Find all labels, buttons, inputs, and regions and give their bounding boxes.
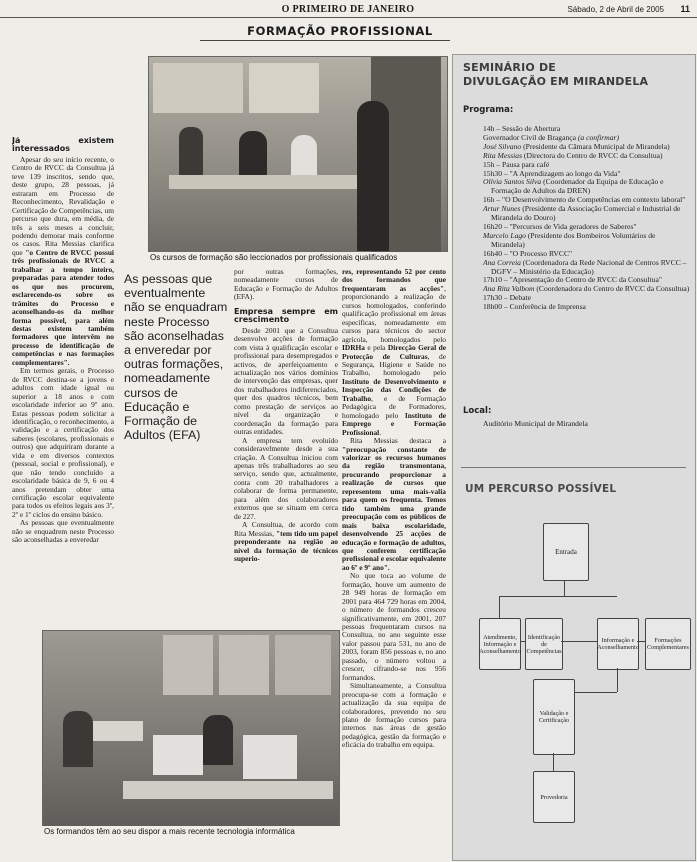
col2-paragraph-4: A Consultua, de acordo com Rita Messias, "tem tido um papel preponderante na região ao nível da formação de técnicos superio- (234, 520, 338, 563)
col3-paragraph-2: Rita Messias destaca a "preocupação constante de valorizar os recursos humanos da região transmontana, procurando proporcionar a realização de cursos que representem uma mais-valia para quem os frequenta. Temos tido também uma grande preocupação com os públicos de mais baixa escolaridade, desenvolvendo 25 acções de educação e formação de adultos, que conferem certificação profissional e escolar equivalente ao 6º e 9º ano". (342, 436, 446, 572)
col3-paragraph-3: No que toca ao volume de formação, houve um aumento de 28 949 horas de formação em 2001 para 464 729 horas em 2004, o número de formandos cresceu significativamente, em 2001, 207 pessoas frequentaram cursos na Consultua, no ano seguinte esse valor passou para 531, no ano de 2003, foram 856 pessoas e, no ano passado, o número voltou a crescer, cifrando-se nos 956 formandos. (342, 571, 446, 682)
top-photo-caption: Os cursos de formação são leccionados por profissionais qualificados (148, 252, 448, 264)
header-rule (0, 17, 697, 18)
programa-label: Programa: (463, 105, 514, 115)
diagram-atendimento: Atendimento, Informação e Aconselhamento (479, 618, 521, 670)
programa-text: 16h – "O Desenvolvimento de Competências em contexto laboral" (483, 195, 686, 205)
col1-paragraph-3: As pessoas que eventualmente não se enquadrem neste Processo são aconselhadas a enveredar (12, 518, 114, 545)
programa-text: 18h00 – Conferência de Imprensa (483, 302, 586, 312)
programa-item (483, 303, 691, 312)
programa-text: (Presidente da Câmara Municipal de Mirandela) (521, 141, 670, 151)
programa-text: 14h – Sessão de Abertura (483, 124, 561, 133)
col1-paragraph-1: Apesar do seu início recente, o Centro de RVCC da Consultua já teve 139 inscritos, sendo que, deste grupo, 28 pessoas, já estraram em Processo de Reconhecimento, Revalidação e Certificação de Competências, um percurso que dura, em média, de três a seis meses a concluir, podendo demorar mais conforme os casos. Rita Messias clarifica que "o Centro de RVCC possui três profissionais de RVCC a trabalhar a tempo inteiro, preparadas para atender todos os que nos procurem, esclarecendo-os sobre os trâmites do Processo e aconselhando-os da melhor forma possível, para além destas existem também formadores que intervêm no processo de identificação de competências e nas formações complementares". (12, 154, 114, 367)
diagram-informacao: Informação e Aconselhamento (597, 618, 639, 670)
subhead-empresa: Empresa sempre em crescimento (234, 306, 338, 325)
programa-text: 16h20 – "Percursos de Vida geradores de Saberes" (483, 221, 637, 231)
bottom-photo-caption: Os formandos têm ao seu dispor a mais recente tecnologia informática (42, 826, 340, 838)
sidebar-rule (461, 467, 686, 468)
top-photo (148, 56, 448, 254)
programa-text: (Directora do Centro de RVCC da Consultua) (522, 150, 663, 160)
newspaper-name: O PRIMEIRO DE JANEIRO (281, 4, 415, 15)
article-column-2 (234, 268, 338, 618)
speaker-name: Marcelo Lago (483, 230, 526, 240)
programa-note: (a confirmar) (577, 132, 620, 142)
programa-text: 15h30 – "A Aprendizagem ao longo da Vida" (483, 168, 621, 178)
diagram-formacoes: Formações Complementares (645, 618, 691, 670)
programa-text: 17h30 – Debate (483, 293, 532, 303)
programa-text: (Coordenadora da Rede Nacional de Centros RVCC – DGFV – Ministério da Educação) (491, 257, 687, 276)
subhead-interessados: Já existem interessados (12, 137, 114, 154)
connector (499, 596, 500, 618)
percurso-title: UM PERCURSO POSSÍVEL (465, 483, 617, 495)
col1-paragraph-2: Em termos gerais, o Processo de RVCC destina-se a jovens e adultos com idade igual ou superior a 18 anos e com escolaridade inferior ao 9º ano. Estas pessoas podem solicitar a identificação, o reconhecimento, a validação e a certificação dos saberes (escolares, profissionais e outros) que adquiriram durante a vida e em diversos contextos (pessoal, social e profissional), e que não tendo concluído a escolaridade básica de 9, 6 ou 4 anos pretendam obter uma certificação escolar equivalente para todos os efeitos legais aos 3º, 2º e 1º ciclos do ensino básico. (12, 366, 114, 519)
speaker-name: Ana Rita Valbom (483, 284, 535, 294)
connector (499, 596, 617, 597)
speaker-name: José Silvano (483, 141, 522, 151)
seminar-sidebar (452, 54, 696, 861)
article-column-1 (12, 137, 114, 619)
diagram-identificacao: Identificação de Competências (525, 618, 563, 670)
speaker-name: Rita Messias (483, 150, 523, 160)
speaker-name: Artur Nunes (483, 204, 521, 214)
programa-text: 16h40 – "O Processo RVCC" (483, 248, 573, 258)
section-title: FORMAÇÃO PROFISSIONAL (247, 24, 433, 38)
col2-paragraph-2: Desde 2001 que a Consultua desenvolve acções de formação com vista à qualificação escolar e profissional para desempregados e activos, de aperfeiçoamento e actualização nos vários domínios de intervenção das empresas, quer dos trabalhadores indiferenciados, quer dos quadros técnicos, bem como prestação de serviços ao nível da organização e coordenação da formação para outras entidades. (234, 325, 338, 437)
page-number: 11 (680, 4, 690, 14)
connector (564, 580, 565, 596)
connector (561, 641, 597, 642)
programa-text: (Presidente dos Bombeiros Voluntários de Mirandela) (491, 230, 656, 249)
col2-paragraph-1: por outras formações, nomeadamente cursos de Educação e Formação de Adultos (EFA). (234, 268, 338, 302)
connector (637, 641, 645, 642)
bottom-photo (42, 630, 340, 828)
programa-text: 17h10 – "Apresentação do Centro de RVCC da Consultua" (483, 275, 662, 285)
connector (553, 753, 554, 771)
diagram-entrada: Entrada (543, 523, 589, 581)
programa-text: (Presidente da Associação Comercial e Industrial de Mirandela do Douro) (491, 204, 681, 223)
sidebar-title: SEMINÁRIO DE DIVULGAÇÃO EM MIRANDELA (463, 61, 649, 88)
local-value: Auditório Municipal de Mirandela (483, 419, 588, 428)
col3-paragraph-4: Simultaneamente, a Consultua preocupa-se com a formação e actualização da sua equipa de colaboradores, prevendo no seu plano de formação cursos para internos nas áreas de gestão pedagógica, gestão da formação e eficácia do trabalho em equipa. (342, 681, 446, 750)
pull-quote: As pessoas que eventualmente não se enquadram neste Processo são aconselhadas a enveredar por outras formações, nomeadamente cursos de Educação e Formação de Adultos (EFA) (124, 272, 228, 443)
programa-text: Governador Civil de Bragança (483, 132, 578, 142)
col3-paragraph-1: res, representando 52 por cento dos formandos que frequentaram as acções", proporcionando a realização de cursos homologados, conferindo qualificação profissional em áreas específicas, nomeadamente em cursos para técnicos do sector agrícola, homologados pelo IDRHa e pela Direcção Geral de Protecção de Culturas, de Segurança, Higiene e Saúde no Trabalho, homologado pelo Instituto de Desenvolvimento e Inspecção das Condições de Trabalho, e de Formação Pedagógica de Formadores, homologado pelo Instituto de Emprego e Formação Profissional. (342, 268, 446, 437)
issue-date: Sábado, 2 de Abril de 2005 (567, 5, 664, 14)
programa-list (483, 125, 691, 312)
programa-text: (Coordenadora do Centro de RVCC da Consultua) (534, 284, 690, 294)
article-column-3 (342, 268, 446, 856)
programa-item (483, 259, 691, 277)
programa-item (483, 232, 691, 250)
programa-item (483, 205, 691, 223)
connector (617, 668, 618, 692)
col2-paragraph-3: A empresa tem evoluído consideravelmente desde a sua criação. A Consultua iniciou com apenas três trabalhadores ao seu serviço, sendo que, actualmente, conta com 20 trabalhadores a colaborar de forma permanente, para além dos colaboradores externos que se situam em cerca de 227. (234, 435, 338, 521)
programa-item (483, 178, 691, 196)
speaker-name: Olívia Santos Silva (483, 177, 542, 187)
speaker-name: Ana Correia (483, 257, 521, 267)
programa-text: 15h – Pausa para café (483, 159, 550, 169)
diagram-provedoria: Provedoria (533, 771, 575, 823)
section-rule (200, 40, 450, 41)
local-label: Local: (463, 406, 492, 416)
programa-text: (Coordenador da Equipa de Educação e Formação de Adultos da DREN) (491, 177, 664, 196)
diagram-validacao: Validação e Certificação (533, 679, 575, 755)
